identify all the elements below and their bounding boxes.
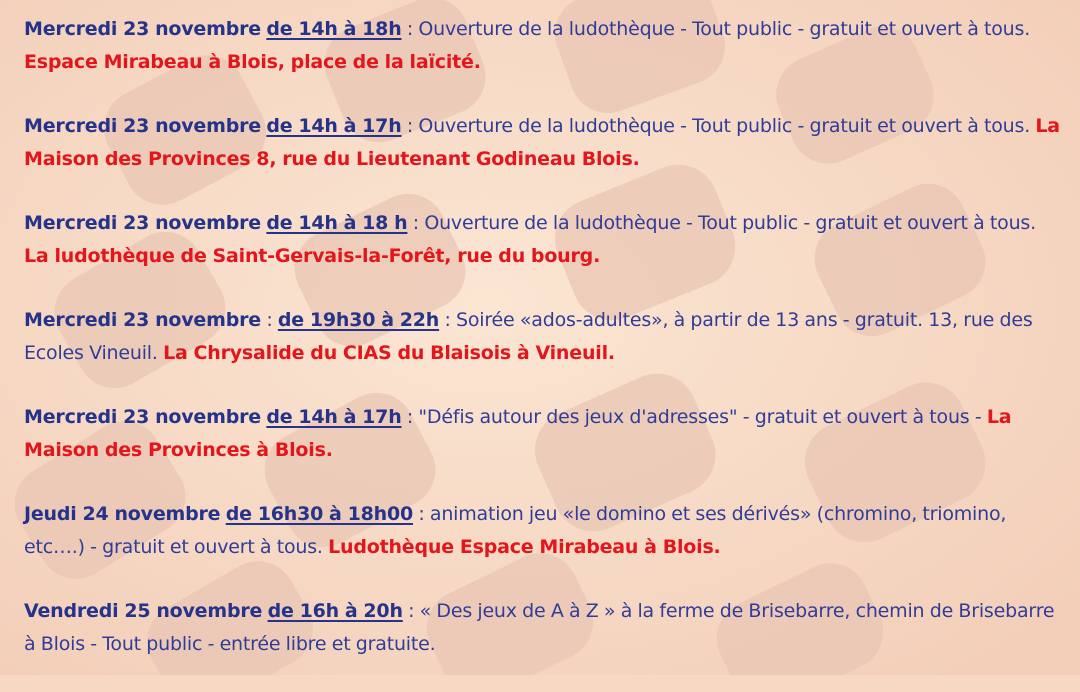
event-entry [24,401,1064,467]
event-day: Mercredi 23 novembre [24,406,261,428]
event-place: Espace Mirabeau à Blois, place de la laïcité. [24,51,481,73]
event-day: Vendredi 25 novembre [24,600,263,622]
event-hours: de 19h30 à 22h [277,309,440,331]
event-day: Jeudi 24 novembre [24,503,221,525]
event-separator: : [260,309,278,331]
event-place: La Maison des Provinces 8, rue du Lieutenant Godineau Blois. [24,115,1060,170]
event-place: Ludothèque Espace Mirabeau à Blois. [328,536,721,558]
event-description: : Ouverture de la ludothèque - Tout public - gratuit et ouvert à tous. [401,18,1031,40]
event-description: : "Défis autour des jeux d'adresses" - gratuit et ouvert à tous - [401,406,987,428]
event-hours: de 14h à 17h [266,115,402,137]
event-entry [24,207,1064,273]
event-hours: de 16h à 20h [267,600,403,622]
event-description: : Ouverture de la ludothèque - Tout public - gratuit et ouvert à tous. [407,212,1036,234]
event-hours: de 14h à 18h [266,18,402,40]
event-entry [24,304,1064,370]
event-description: : Soirée «ados-adultes», à partir de 13 ans - gratuit. 13, rue des Ecoles Vineuil. [24,309,1033,364]
event-description: : Ouverture de la ludothèque - Tout public - gratuit et ouvert à tous. [401,115,1036,137]
event-hours: de 14h à 18 h [266,212,408,234]
event-hours: de 16h30 à 18h00 [225,503,413,525]
events-list [24,13,1064,692]
event-place: La Chrysalide du CIAS du Blaisois à Vineuil. [163,342,615,364]
event-place: La ludothèque de Saint-Gervais-la-Forêt, rue du bourg. [24,245,601,267]
event-day: Mercredi 23 novembre [24,212,261,234]
event-day: Mercredi 23 novembre [24,18,261,40]
event-entry [24,13,1064,79]
event-day: Mercredi 23 novembre [24,309,261,331]
event-description: : animation jeu «le domino et ses dérivés» (chromino, triomino, etc….) - gratuit et ouvert à tous. [24,503,1007,558]
event-place: La Maison des Provinces à Blois. [24,406,1012,461]
event-entry [24,498,1064,564]
event-entry [24,110,1064,176]
event-hours: de 14h à 17h [266,406,402,428]
event-day: Mercredi 23 novembre [24,115,261,137]
event-entry [24,595,1064,661]
event-description: : « Des jeux de A à Z » à la ferme de Brisebarre, chemin de Brisebarre à Blois - Tout public - entrée libre et gratuite. [24,600,1055,655]
